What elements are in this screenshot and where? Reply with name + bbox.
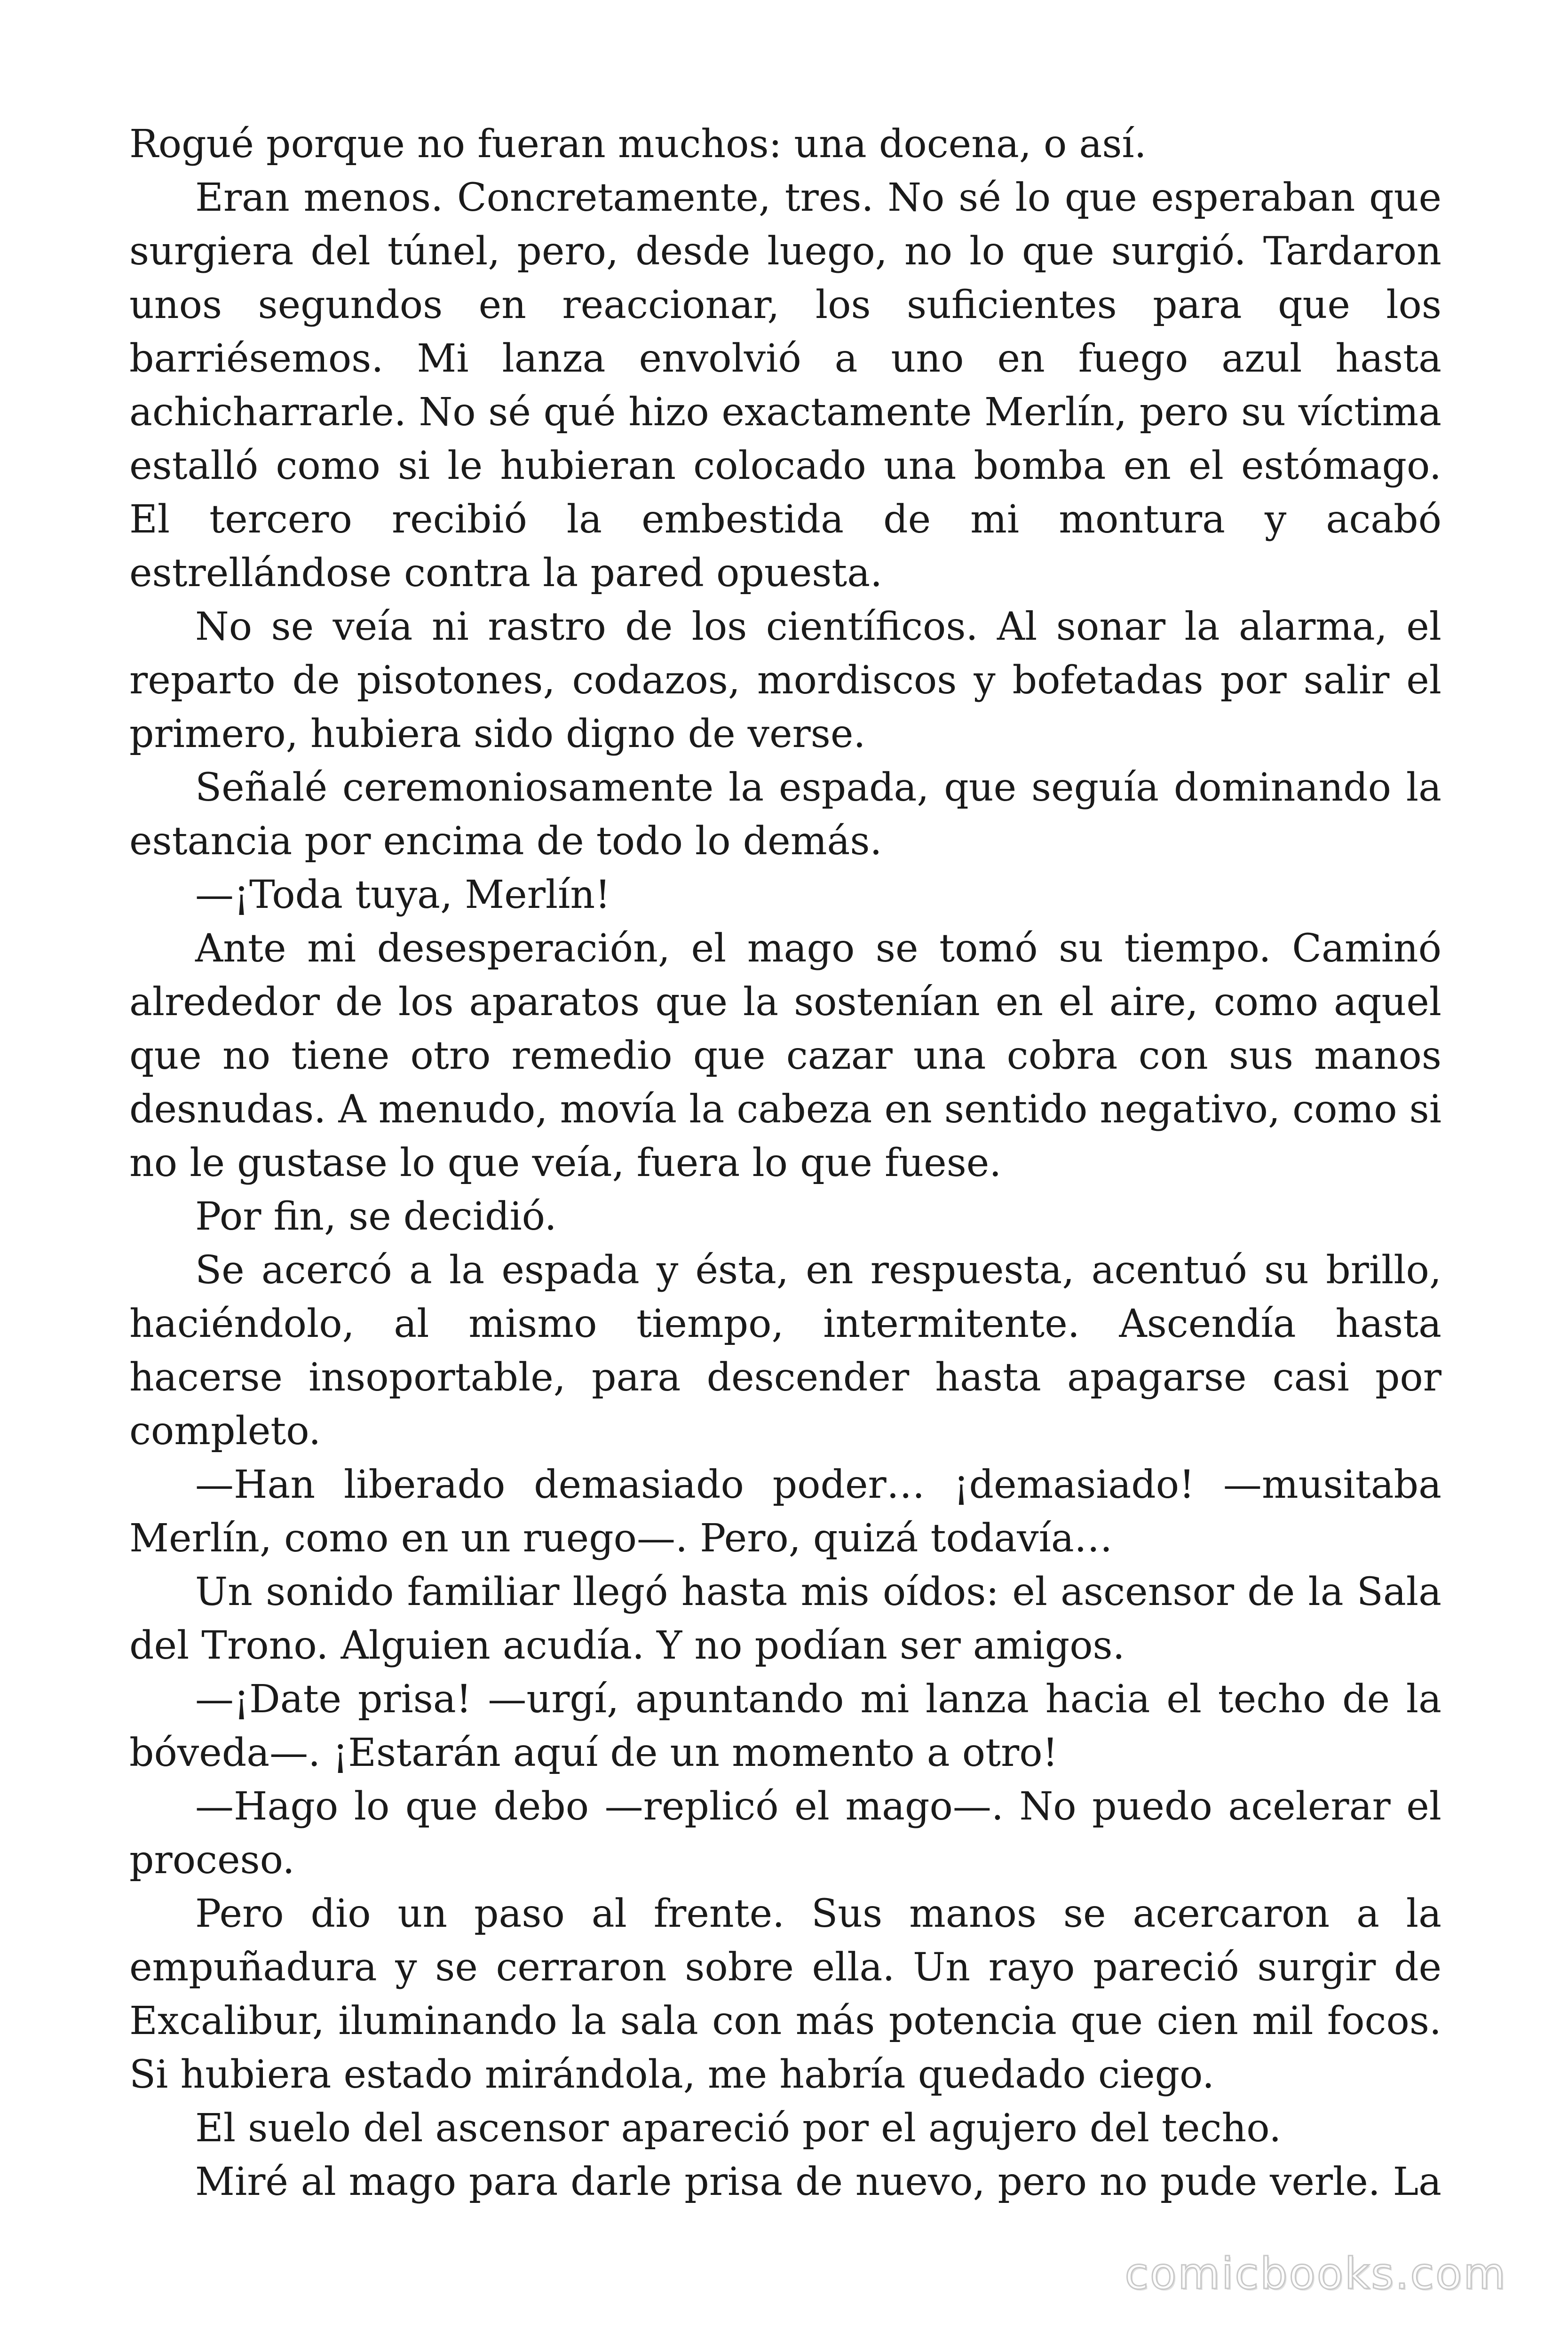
watermark-logo: comicbooks.com: [1125, 2249, 1507, 2299]
paragraph-7: Por fin, se decidió.: [195, 1194, 557, 1239]
paragraph-10: Un sonido familiar llegó hasta mis oídos: el ascensor de la Sala del Trono. Alguien acudía. Y no podían ser amigos.: [129, 1570, 1441, 1668]
paragraph-15: Miré al mago para darle prisa de nuevo, pero no pude verle. La: [195, 2160, 1441, 2204]
paragraph-4: Señalé ceremoniosamente la espada, que seguía dominando la estancia por encima de todo lo demás.: [129, 765, 1441, 864]
paragraph-6: Ante mi desesperación, el mago se tomó su tiempo. Caminó alrededor de los aparatos que la sostenían en el aire, como aquel que no tiene otro remedio que cazar una cobra con sus manos desnudas. A menudo, movía la cabeza en sentido negativo, como si no le gustase lo que veía, fuera lo que fuese.: [129, 926, 1441, 1185]
paragraph-2: Eran menos. Concretamente, tres. No sé lo que esperaban que surgiera del túnel, pero, desde luego, no lo que surgió. Tardaron unos segundos en reaccionar, los suficientes para que los barriésemos. Mi lanza envolvió a uno en fuego azul hasta achicharrarle. No sé qué hizo exactamente Merlín, pero su víctima estalló como si le hubieran colocado una bomba en el estómago. El tercero recibió la embestida de mi montura y acabó estrellándose contra la pared opuesta.: [129, 175, 1441, 596]
paragraph-11: —¡Date prisa! —urgí, apuntando mi lanza hacia el techo de la bóveda—. ¡Estarán aquí de un momento a otro!: [129, 1677, 1441, 1775]
paragraph-13: Pero dio un paso al frente. Sus manos se acercaron a la empuñadura y se cerraron sobre ella. Un rayo pareció surgir de Excalibur, iluminando la sala con más potencia que cien mil focos. Si hubiera estado mirándola, me habría quedado ciego.: [129, 1891, 1441, 2097]
paragraph-3: No se veía ni rastro de los científicos. Al sonar la alarma, el reparto de pisotones, codazos, mordiscos y bofetadas por salir el primero, hubiera sido digno de verse.: [129, 604, 1441, 756]
paragraph-8: Se acercó a la espada y ésta, en respuesta, acentuó su brillo, haciéndolo, al mismo tiempo, intermitente. Ascendía hasta hacerse insoportable, para descender hasta apagarse casi por completo.: [129, 1248, 1441, 1454]
body-text: [129, 118, 1441, 2209]
paragraph-12: —Hago lo que debo —replicó el mago—. No puedo acelerar el proceso.: [129, 1784, 1441, 1883]
paragraph-1: Rogué porque no fueran muchos: una docena, o así.: [129, 122, 1147, 167]
paragraph-5: —¡Toda tuya, Merlín!: [195, 873, 611, 917]
paragraph-9: —Han liberado demasiado poder… ¡demasiado! —musitaba Merlín, como en un ruego—. Pero, quizá todavía…: [129, 1462, 1441, 1561]
paragraph-14: El suelo del ascensor apareció por el agujero del techo.: [195, 2106, 1282, 2151]
